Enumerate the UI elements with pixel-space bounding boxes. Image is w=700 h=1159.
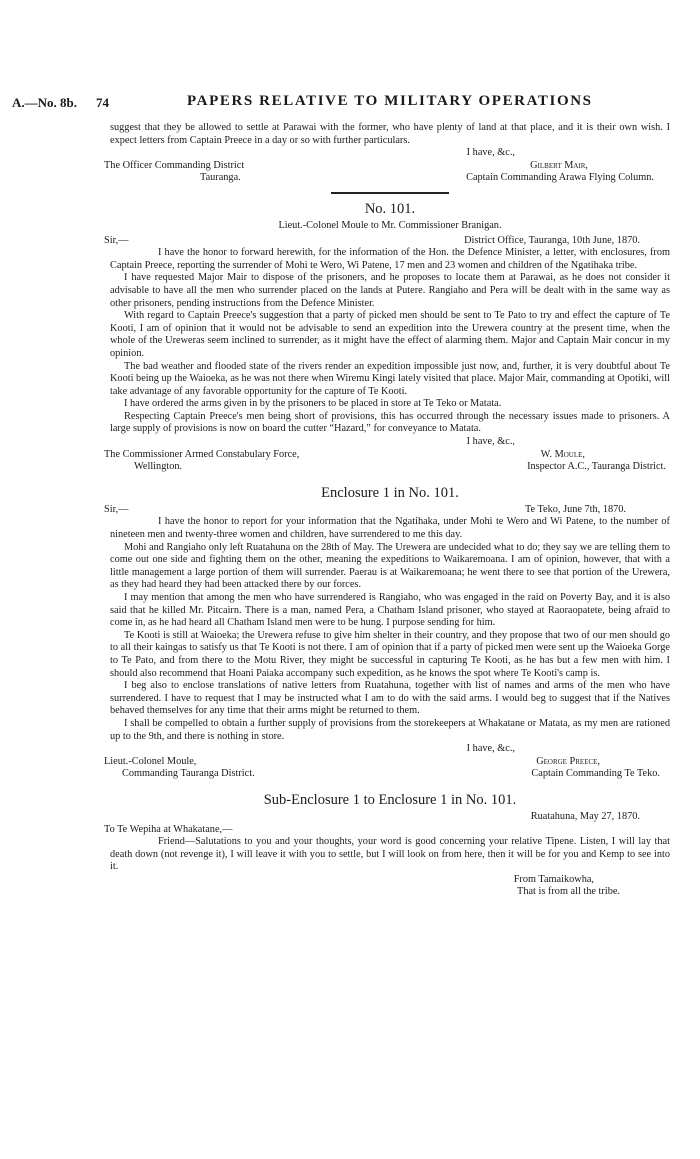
letter-paragraph: I have requested Major Mair to dispose of the prisoners, and he proposes to locate them at Parawai, as he does not consider it advisable to have all the men who surrender placed on the lands at Putere. Rangiaho and Pera will be dealt with in the same way as other prisoners, pending instructions from the Defence Minister. <box>110 272 670 309</box>
signature-row <box>104 159 670 173</box>
letter-paragraph: With regard to Captain Preece's suggestion that a party of picked men should be sent to Te Pato to try and effect the capture of Te Kooti, I am of opinion that it would not be advisable to send an expedition into the Urewera country at the present time, when the whole of the Ureweras seem inclined to surrender, as it might have the effect of alarming them. Major and Captain Mair concur in my opinion. <box>110 310 670 359</box>
closing-phrase: I have, &c., <box>466 147 515 159</box>
letter-heading: No. 101. <box>364 200 416 217</box>
addressee: To Te Wepiha at Whakatane,— <box>104 823 233 835</box>
letter-paragraph: I shall be compelled to obtain a further supply of provisions from the storekeepers at Whakatane or Matata, as my men are rationed up to the 9th, and there is nothing in store. <box>110 717 670 742</box>
addressee-place: Wellington. <box>134 461 183 473</box>
signature-row <box>110 874 670 887</box>
date-row <box>110 811 670 824</box>
closing-row <box>110 436 670 449</box>
letter-paragraph: I have the honor to report for your information that the Ngatihaka, under Mohi te Wero and Wi Patene, to the number of nineteen men and twenty-three women and children, have surrendered to me this day. <box>110 516 670 541</box>
signature-row <box>110 172 670 185</box>
enclosure-heading: Enclosure 1 in No. 101. <box>321 484 459 501</box>
closing-phrase: I have, &c., <box>466 743 515 755</box>
salutation: Sir,— <box>104 234 129 246</box>
section-divider <box>331 192 449 194</box>
letter-date: Te Teko, June 7th, 1870. <box>524 503 626 515</box>
salutation: Sir,— <box>104 503 129 515</box>
addressee-place: Tauranga. <box>200 172 241 184</box>
signature-row <box>104 755 670 769</box>
letter-paragraph: Mohi and Rangiaho only left Ruatahuna on the 28th of May. The Urewera are undecided what to do; they say we are telling them to come out one side and fighting them on the other, meaning the expeditions to Waikaremoana. I am of opinion, however, that with a little management a large portion of them will surrender. Paerau is at Waikaremoana; he went there to see that portion of the Urewera, as they had heard they had been attacked there by our forces. <box>110 541 670 591</box>
letter-from-to: Lieut.-Colonel Moule to Mr. Commissioner Branigan. <box>278 219 502 231</box>
addressee: The Officer Commanding District <box>104 159 245 171</box>
letter-paragraph: I may mention that among the men who have surrendered is Rangiaho, who was engaged in the raid on Poverty Bay, and it is also said that he killed Mr. Pitcairn. There is a man, named Pera, a Chatham Island prisoner, who stayed at Raoraopatete, being afraid to come in, as he had heard all Chatham Island men were to be hung. I purpose sending for him. <box>110 592 670 629</box>
signatory-name: W. Moule, <box>540 448 585 460</box>
signatory-title: Captain Commanding Arawa Flying Column. <box>466 172 654 184</box>
addressee-place: Commanding Tauranga District. <box>122 768 255 780</box>
sub-enclosure-heading: Sub-Enclosure 1 to Enclosure 1 in No. 101. <box>263 791 517 808</box>
page-number: 74 <box>96 95 109 110</box>
addressee-row <box>104 823 670 837</box>
letter-paragraph: Te Kooti is still at Waioeka; the Urewera refuse to give him shelter in their country, and they propose that two of our men should go to all their kaingas to satisfy us that Te Kooti is not there. I am of opinion that if a party of picked men were sent up the Waioeka Gorge to Te Pato, and from there to the Motu River, they might be successful in capturing Te Kooti, as he has but a few men with him. I should also recommend that Hoani Paiaka accompany such expedition, as he knows the spot where Te Kooti's camp is. <box>110 629 670 679</box>
continued-paragraph: suggest that they be allowed to settle at Parawai with the former, who have plenty of land at that place, and it is their own wish. I expect letters from Captain Preece in a day or so with further particulars. <box>110 122 670 146</box>
letter-date: District Office, Tauranga, 10th June, 1870. <box>464 234 640 246</box>
letter-paragraph: Respecting Captain Preece's men being short of provisions, this has occurred through the necessary issues made to prisoners. A large supply of provisions is now on board the cutter “Hazard,” for conveyance to Matata. <box>110 410 670 435</box>
letter-date: Ruatahuna, May 27, 1870. <box>530 810 640 822</box>
signatory-name: Gilbert Mair, <box>530 159 588 171</box>
closing-row <box>110 743 670 756</box>
closing-phrase: I have, &c., <box>466 436 515 448</box>
signature-row <box>110 461 670 474</box>
letter-paragraph: I beg also to enclose translations of native letters from Ruatahuna, together with list of names and arms of the men who have surrendered. I have to request that I may be instructed what I am to do with the said arms. I would beg to suggest that if the Natives behaved themselves for any time that their arms might be returned to them. <box>110 680 670 717</box>
letter-paragraph: The bad weather and flooded state of the rivers render an expedition impossible just now, and, further, it is very doubtful about Te Kooti being up the Waioeka, as he was not there when Wiremu Kingi lately visited that place. Major Mair, commanding at Opotiki, will take advantage of any favorable opportunity for the capture of Te Kooti. <box>110 360 670 397</box>
salutation-row <box>104 503 670 517</box>
letter-paragraph: I have ordered the arms given in by the prisoners to be placed in store at Te Teko or Matata. <box>124 398 502 410</box>
running-title: PAPERS RELATIVE TO MILITARY OPERATIONS <box>187 93 593 109</box>
signatory-name: From Tamaikowha, <box>513 873 594 885</box>
signatory-name: George Preece, <box>536 755 600 767</box>
document-reference: A.—No. 8b. <box>12 95 78 110</box>
signature-row <box>110 886 670 899</box>
signature-row <box>104 448 670 462</box>
salutation-row <box>104 234 670 248</box>
signatory-title: Captain Commanding Te Teko. <box>531 768 660 780</box>
page-body <box>104 122 670 899</box>
closing-row <box>110 147 670 160</box>
signature-row <box>110 768 670 781</box>
signatory-title: Inspector A.C., Tauranga District. <box>527 461 666 473</box>
addressee: Lieut.-Colonel Moule, <box>104 755 197 767</box>
letter-paragraph: Friend—Salutations to you and your thoughts, your word is good concerning your relative Tipene. Listen, I will lay that death down (not revenge it), I will leave it with you to settle, but I will look on from here, then it will be for you and Kemp to see into it. <box>110 836 670 873</box>
signatory-title: That is from all the tribe. <box>517 886 620 898</box>
page-header <box>12 94 670 114</box>
addressee: The Commissioner Armed Constabulary Force, <box>104 448 300 460</box>
letter-paragraph: I have the honor to forward herewith, for the information of the Hon. the Defence Minister, a letter, with enclosures, from Captain Preece, reporting the surrender of Mohi te Wero, Wi Patene, 17 men and 23 women and children of the Ngatihaka tribe. <box>110 247 670 271</box>
